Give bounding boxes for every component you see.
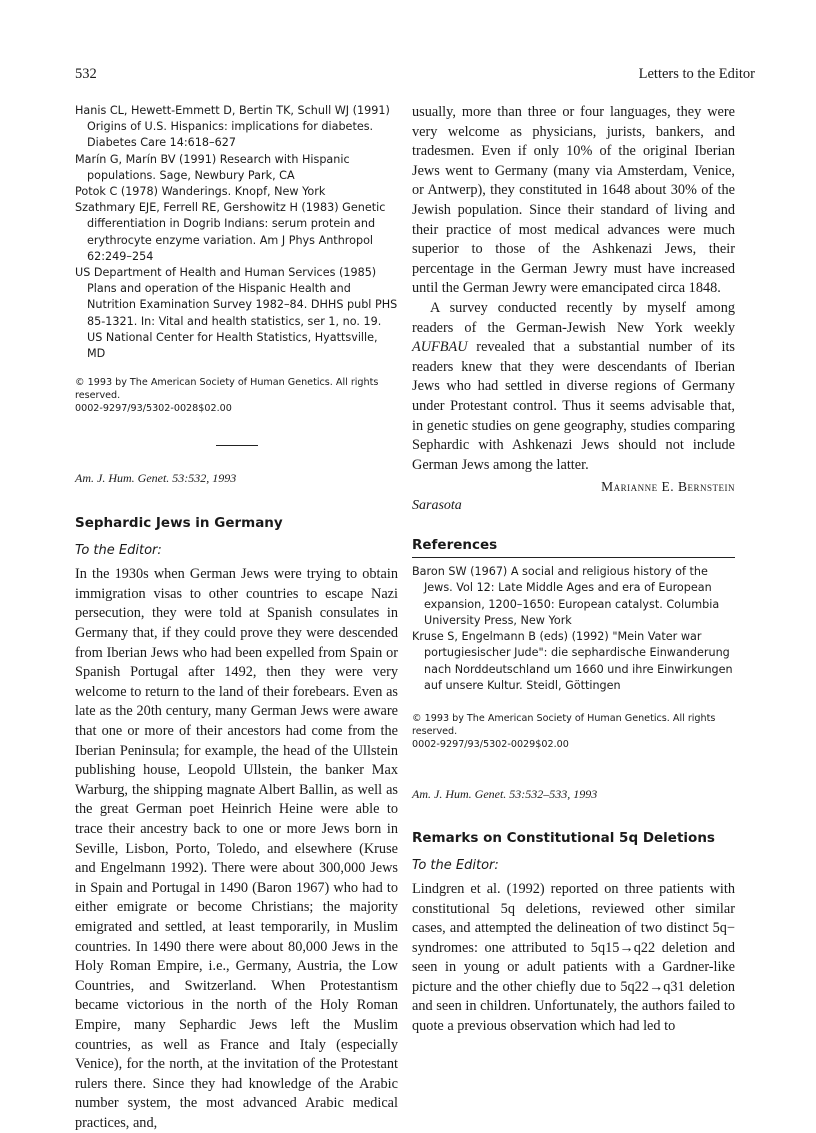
reference-item: Hanis CL, Hewett-Emmett D, Bertin TK, Schull WJ (1991) Origins of U.S. Hispanics: implications for diabetes. Diabetes Care 14:618–627: [75, 104, 390, 150]
newspaper-name: AUFBAU: [412, 339, 468, 356]
author-name: Marianne E. Bernstein: [601, 479, 735, 495]
issn-code: 0002-9297/93/5302-0028$02.00: [75, 403, 232, 415]
reference-item: US Department of Health and Human Services (1985) Plans and operation of the Hispanic Health and Nutrition Examination Survey 1982–84. DHHS publ PHS 85-1321. In: Vital and health statistics, ser 1, no. 19. US National Center for Health Statistics, Hyattsville, MD: [75, 266, 398, 361]
letter-body: In the 1930s when German Jews were trying to obtain immigration visas to other countries to escape Nazi persecution, they were told at Spanish consulates in Germany that, if they could prove they were descended from Iberian Jews who had been expelled from Spain or Spanish Portugal after 1492, then they were very welcome to return to the land of their forebears. Even as late as the 20th century, many German Jews were aware that one or more of their ancestors had come from the Iberian Peninsula; for example, the head of the Ullstein publishing house, Leopold Ullstein, the banker Max Warburg, the shipping magnate Albert Ballin, as well as the great German poet Heinrich Heine were able to trace their ancestry back to one or more Jews born in Seville, Lisbon, Porto, Toledo, and elsewhere (Kruse and Engelmann 1992). There were about 300,000 Jews in Spain and Portugal in 1490 (Baron 1967) who had to either emigrate or become Christians; the majority emigrated and settled, at least temporarily, in Muslim countries. In 1490 there were about 80,000 Jews in the Holy Roman Empire, i.e., Germany, Austria, the Low Countries, and Switzerland. When Protestantism became victorious in the north of the Holy Roman Empire, many Sephardic Jews left the Muslim countries, as well as France and Italy (especially Venice), for the north, at the invitation of the Protestant rulers there. Since they had knowledge of the Arabic number system, the most advanced Arabic medical practices, and,: [75, 566, 398, 1131]
reference-item: Szathmary EJE, Ferrell RE, Gershowitz H (1983) Genetic differentiation in Dogrib Indians: serum protein and erythrocyte enzyme variation. Am J Phys Anthropol 62:249–254: [75, 201, 386, 263]
copyright-notice: © 1993 by The American Society of Human Genetics. All rights reserved.: [412, 712, 716, 737]
paragraph-text: A survey conducted recently by myself among readers of the German-Jewish New York weekly: [412, 299, 735, 336]
paragraph-text: revealed that a substantial number of its readers knew that they were descendants of Iberian Jews who had settled in diverse regions of Germany under Protestant control. Thus it seems advisable that, in genetic studies on gene geography, studies comparing Sephardic with Ashkenazi Jews should not include German Jews among the latter.: [412, 339, 735, 473]
reference-list: [75, 103, 398, 362]
journal-citation: Am. J. Hum. Genet. 53:532, 1993: [75, 471, 237, 486]
letter-title: Remarks on Constitutional 5q Deletions: [412, 829, 715, 846]
references-heading: References: [412, 537, 735, 558]
salutation: To the Editor:: [412, 857, 499, 873]
reference-list: [412, 564, 735, 694]
letter-body-continued: usually, more than three or four languages, they were very welcome as physicians, jurists, bankers, and tradesmen. Even if only 10% of the original Iberian Jews went to Germany (many via Amsterdam, Venice, or Antwerp), they constituted in 1648 about 30% of the Jewish population. Since their standard of living and their practice of most medical advances were much superior to those of the Ashkenazi Jews, their percentage in the German Jewry must have increased until the German Jewry were emancipated circa 1848.: [412, 104, 735, 297]
right-column: [412, 103, 735, 1037]
reference-item: Marín G, Marín BV (1991) Research with Hispanic populations. Sage, Newbury Park, CA: [75, 152, 350, 182]
journal-citation: Am. J. Hum. Genet. 53:532–533, 1993: [412, 786, 598, 801]
letter-paragraph: [412, 299, 735, 475]
author-location: Sarasota: [412, 498, 462, 514]
left-column: [75, 103, 398, 1133]
issn-code: 0002-9297/93/5302-0029$02.00: [412, 738, 569, 750]
letter-title: Sephardic Jews in Germany: [75, 515, 283, 532]
letter-body: Lindgren et al. (1992) reported on three patients with constitutional 5q deletions, reviewed other similar cases, and attempted the delineation of two distinct 5q− syndromes: one attributed to 5q15→q22 deletion and seen in young or adult patients with a Gardner-like picture and the other chiefly due to 5q22→q31 deletion and seen in children. Unfortunately, the authors failed to quote a previous observation which had led to: [412, 880, 735, 1035]
copyright-notice: © 1993 by The American Society of Human Genetics. All rights reserved.: [75, 377, 379, 402]
page-header: [75, 66, 755, 88]
reference-item: Baron SW (1967) A social and religious history of the Jews. Vol 12: Late Middle Ages and era of European expansion, 1200–1650: European catalyst. Columbia University Press, New York: [412, 565, 720, 627]
running-head: Letters to the Editor: [638, 66, 755, 82]
salutation: To the Editor:: [75, 543, 162, 559]
reference-item: Potok C (1978) Wanderings. Knopf, New York: [75, 185, 326, 199]
page-number: 532: [75, 66, 97, 82]
reference-item: Kruse S, Engelmann B (eds) (1992) "Mein Vater war portugiesischer Jude": die sephardische Einwanderung nach Norddeutschland um 1660 und ihre Einwirkungen auf unsere Kultur. Steidl, Göttingen: [412, 630, 733, 692]
